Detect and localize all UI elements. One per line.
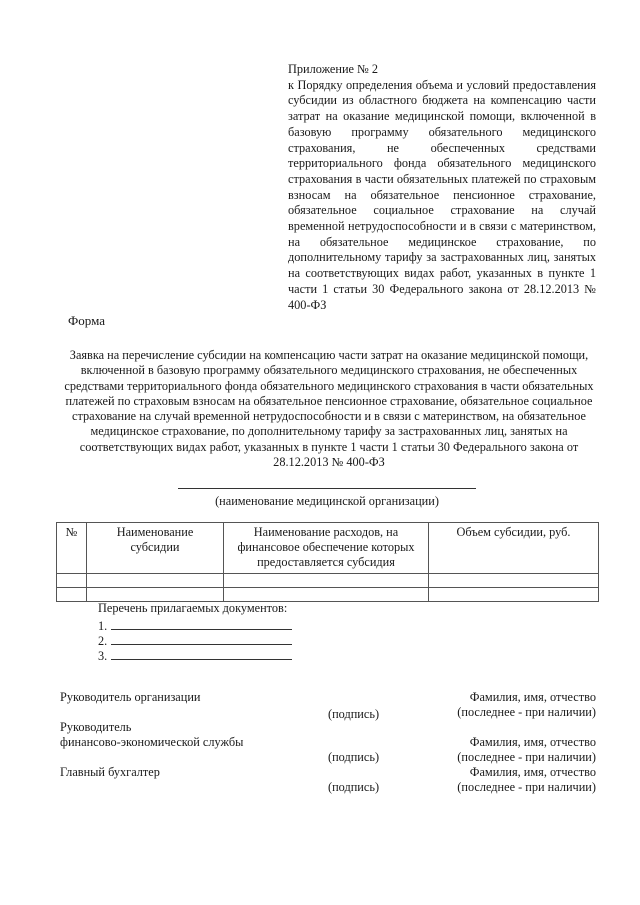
signature-name-note: (последнее - при наличии) [457,750,596,764]
signature-name-label: Фамилия, имя, отчество [469,765,596,779]
request-title: Заявка на перечисление субсидии на компенсацию части затрат на оказание медицинской помощи, включенной в базовую программу обязательного медицинского страхования, не обеспеченных средствами территориального фонда обязательного медицинского страхования в части обязательных платежей по страховым взносам на обязательное пенсионное страхование, обязательное социальное страхование на случай временной нетрудоспособности и в связи с материнством, на обязательное медицинское страхование, по дополнительному тарифу за застрахованных лиц, занятых на соответствующих видах работ, указанных в пункте 1 части 1 статьи 30 Федерального закона от 28.12.2013 № 400-ФЗ [64,348,594,470]
table-header-number: № [57,523,87,574]
table-cell[interactable] [57,588,87,602]
table-cell[interactable] [224,588,429,602]
document-number: 2. [98,634,108,648]
table-cell[interactable] [429,574,599,588]
signature-role-line: Руководитель [60,720,132,734]
table-cell[interactable] [429,588,599,602]
signature-name-accountant [420,765,596,795]
signature-name-label: Фамилия, имя, отчество [469,690,596,704]
document-item-3 [98,647,298,664]
document-number: 1. [98,619,108,633]
document-blank-line[interactable] [111,647,292,660]
annex-title: Приложение № 2 [288,62,379,76]
document-blank-line[interactable] [111,632,292,645]
table-row [57,588,599,602]
org-name-line [178,488,476,489]
signature-name-finance [420,735,596,765]
signature-role-finance [60,720,243,750]
annex-body: к Порядку определения объема и условий предоставления субсидии из областного бюджета на компенсацию части затрат на оказание медицинской помощи, включенной в базовую программу обязательного медицинского страхования, не обеспеченных средствами территориального фонда обязательного медицинского страхования в части обязательных платежей по страховым взносам на обязательное пенсионное страхование, обязательное социальное страхование на случай временной нетрудоспособности и в связи с материнством, на обязательное медицинское страхование, по дополнительному тарифу за застрахованных лиц, занятых на соответствующих видах работ, указанных в пункте 1 части 1 статьи 30 Федерального закона от 28.12.2013 № 400-ФЗ [288,77,596,312]
annex-block [288,62,596,313]
table-header-expense-name: Наименование расходов, на финансовое обеспечение которых предоставляется субсидия [224,523,429,574]
document-blank-line[interactable] [111,617,292,630]
document-number: 3. [98,649,108,663]
signature-sign-finance: (подпись) [328,750,380,764]
table-cell[interactable] [57,574,87,588]
form-label: Форма [68,313,105,328]
signature-name-label: Фамилия, имя, отчество [469,735,596,749]
org-name-caption: (наименование медицинской организации) [215,494,439,508]
signature-sign-head: (подпись) [328,707,380,721]
signature-sign-accountant: (подпись) [328,780,380,794]
signature-role-line: финансово-экономической службы [60,735,244,749]
subsidy-table [56,522,599,602]
signature-name-head [420,690,596,720]
table-header-subsidy-name: Наименование субсидии [87,523,224,574]
documents-title: Перечень прилагаемых документов: [98,601,288,615]
table-header-amount: Объем субсидии, руб. [429,523,599,574]
table-cell[interactable] [224,574,429,588]
signature-role-accountant: Главный бухгалтер [60,765,160,779]
signature-name-note: (последнее - при наличии) [457,705,596,719]
signature-name-note: (последнее - при наличии) [457,780,596,794]
table-cell[interactable] [87,574,224,588]
table-row [57,574,599,588]
table-header-row [57,523,599,574]
table-cell[interactable] [87,588,224,602]
signature-role-head: Руководитель организации [60,690,201,704]
